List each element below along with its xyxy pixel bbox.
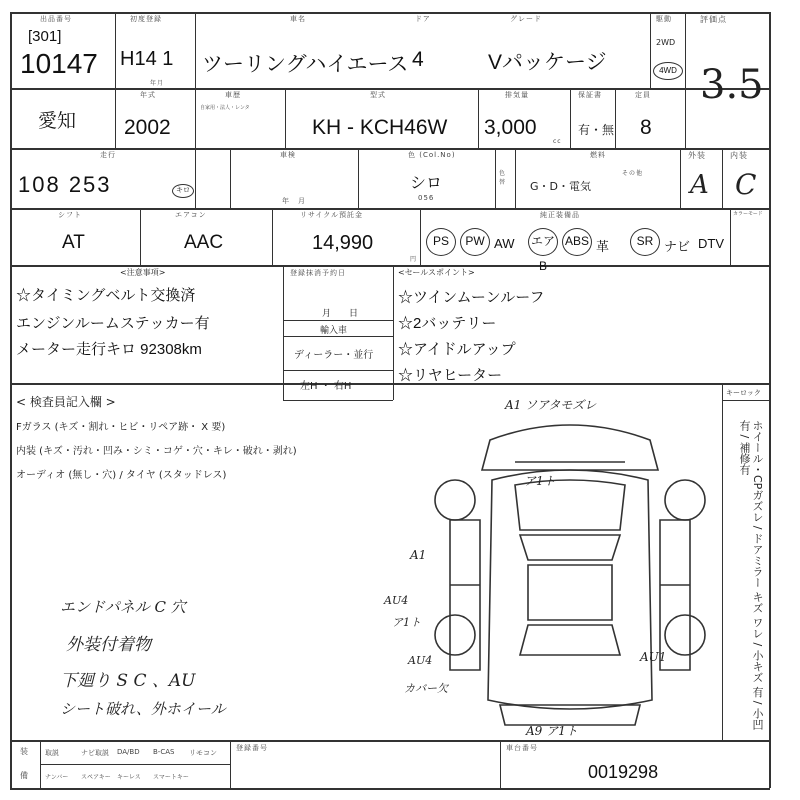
import-handle: 左H ・ 右H (300, 381, 352, 392)
registration-unit: 月 日 (322, 309, 359, 319)
capacity-label: 定員 (635, 91, 651, 99)
fuel: G・D・電気 (530, 180, 591, 193)
inspection-line-3: オーディオ (無し・穴) / タイヤ (スタッドレス) (16, 470, 227, 481)
diag-note-3: A1 (410, 548, 427, 562)
sales-line-4: ☆リヤヒーター (398, 367, 503, 384)
equipment-item: SR (630, 228, 660, 256)
footer-equip-2-0: 備 (20, 771, 29, 780)
shift-label: シフト (58, 211, 82, 219)
footer-equip-item: スペアキー (81, 774, 111, 781)
footer-equip-item: B-CAS (153, 748, 175, 756)
color-label: 色 (Col.No) (408, 151, 456, 159)
fuel-other: その他 (622, 170, 644, 177)
lot-number: 10147 (20, 48, 98, 79)
aircon: AAC (184, 232, 224, 253)
handwritten-note-1: エンドパネル C 穴 (60, 598, 186, 616)
equipment-item: PW (460, 228, 490, 256)
recycle-label: リサイクル預託金 (300, 211, 364, 219)
mileage-unit: キロ (172, 184, 194, 198)
footer-equip-item: ナビ取説 (81, 749, 109, 757)
equipment-item: PS (426, 228, 456, 256)
inspection-title: < 検査員記入欄 > (16, 395, 116, 409)
region: 愛知 (38, 111, 77, 132)
inspection-line-1: Fガラス (キズ・割れ・ヒビ・リペア跡・ X 要) (16, 422, 226, 433)
caution-line-1: ☆タイミングベルト交換済 (16, 287, 196, 304)
capacity: 8 (640, 116, 652, 139)
reg-number-label: 登録番号 (236, 744, 268, 752)
caution-line-2: エンジンルームステッカー有 (16, 315, 210, 332)
equipment-label: 純正装備品 (540, 211, 580, 219)
diag-note-6: AU4 (408, 654, 433, 667)
aircon-label: エアコン (175, 211, 207, 219)
inspection-line-2: 内装 (キズ・汚れ・凹み・シミ・コゲ・穴・キレ・破れ・剥れ) (16, 446, 297, 457)
recycle: 14,990 (312, 232, 374, 254)
year: 2002 (124, 116, 171, 139)
grade-label: グレード (510, 15, 542, 23)
diag-note-4: AU4 (384, 594, 409, 607)
equipment-item: エアB (528, 228, 558, 256)
inspection-unit: 年 月 (282, 197, 306, 205)
diag-note-9: A9 ア1ト (526, 724, 578, 738)
color-change-label: 色替 (499, 170, 507, 186)
footer-equip-item: 取説 (45, 749, 59, 757)
diag-note-1: A1 ソアタモズレ (505, 398, 597, 412)
import-label: 輸入車 (320, 326, 348, 336)
year-label: 年式 (140, 91, 156, 99)
equipment-item: DTV (698, 236, 724, 251)
first-reg-label: 初度登録 (130, 15, 162, 23)
model-name: ツーリングハイエース (202, 53, 409, 76)
drive-label: 駆動 (656, 15, 672, 23)
history-sub: 自家用・法人・レンタ (200, 105, 250, 111)
inspection-label: 車検 (280, 151, 296, 159)
exterior-label: 外装 (688, 151, 706, 160)
caution-line-3: メーター走行キロ 92308km (16, 341, 202, 358)
corner-label: カラーモード (733, 211, 763, 217)
mileage: 108 253 (18, 172, 112, 197)
diag-note-8: AU1 (640, 650, 667, 664)
color-no: 056 (418, 194, 435, 202)
score: 3.5 (700, 62, 764, 108)
diag-note-5: ア1ト (392, 616, 421, 629)
fuel-label: 燃料 (590, 151, 606, 159)
chassis-label: 車台番号 (506, 744, 538, 752)
equipment-item: 革 (596, 239, 610, 254)
type-label: 型式 (370, 91, 386, 99)
interior: C (735, 168, 757, 201)
diag-note-2: ア1ト (524, 474, 556, 488)
equipment-item: ナビ (664, 239, 691, 254)
recycle-unit: 円 (410, 256, 418, 263)
warranty: 有・無 (578, 123, 615, 137)
footer-equip-item: スマートキー (153, 774, 189, 781)
mileage-label: 走行 (100, 151, 116, 159)
type-code: KH - KCH46W (312, 116, 448, 139)
side-label: ホイール・CPガズレ / ドアミラー キズ ワレ / 小キズ 有 / 小凹 有 / 補修有 (738, 420, 764, 730)
footer-equip-1-0: 装 (20, 747, 29, 756)
color: シロ (410, 175, 443, 192)
equipment-item: ABS (562, 228, 592, 256)
shift: AT (62, 232, 85, 253)
equipment-item: AW (494, 236, 515, 251)
footer-equip-item: キーレス (117, 774, 141, 781)
first-reg-unit: 年月 (150, 80, 165, 87)
drive-2wd: 2WD (656, 38, 676, 47)
sales-line-1: ☆ツインムーンルーフ (398, 289, 545, 306)
footer-equip-item: ナンバー (45, 774, 69, 781)
doors: 4 (412, 48, 424, 71)
lot-label: 出品番号 (40, 15, 72, 23)
chassis: 0019298 (588, 762, 659, 782)
first-reg: H14 1 (120, 48, 174, 70)
displacement-unit: cc (553, 138, 562, 145)
handwritten-note-2: 外装付着物 (66, 635, 151, 655)
car-diagram (420, 400, 720, 740)
handwritten-note-4: シート破れ、外ホイール (60, 700, 226, 718)
exterior: A (690, 170, 709, 200)
drive-4wd: 4WD (653, 62, 683, 80)
score-label: 評価点 (700, 15, 727, 24)
footer-equip-item: DA/BD (117, 748, 140, 756)
interior-label: 内装 (730, 151, 748, 160)
warranty-label: 保証書 (578, 91, 602, 99)
sales-line-2: ☆2バッテリー (398, 315, 497, 332)
diag-note-7: カバー欠 (404, 682, 448, 695)
sales-label: <セールスポイント> (398, 268, 475, 277)
displacement-label: 排気量 (505, 91, 529, 99)
history-label: 車歴 (225, 91, 241, 99)
model-label: 車名 (290, 15, 306, 23)
door-label: ドア (415, 15, 431, 23)
sales-line-3: ☆アイドルアップ (398, 341, 516, 358)
handwritten-note-3: 下廻り S C 、AU (60, 671, 196, 691)
lot-prefix: [301] (28, 28, 62, 45)
grade: Vパッケージ (488, 51, 607, 74)
registration-label: 登録抹消予約日 (290, 269, 346, 277)
displacement: 3,000 (484, 116, 537, 139)
import-dealer: ディーラー・並行 (294, 350, 374, 361)
caution-label: <注意事項> (120, 268, 166, 277)
corner-box: キーロック (726, 389, 761, 397)
footer-equip-item: リモコン (189, 749, 217, 757)
